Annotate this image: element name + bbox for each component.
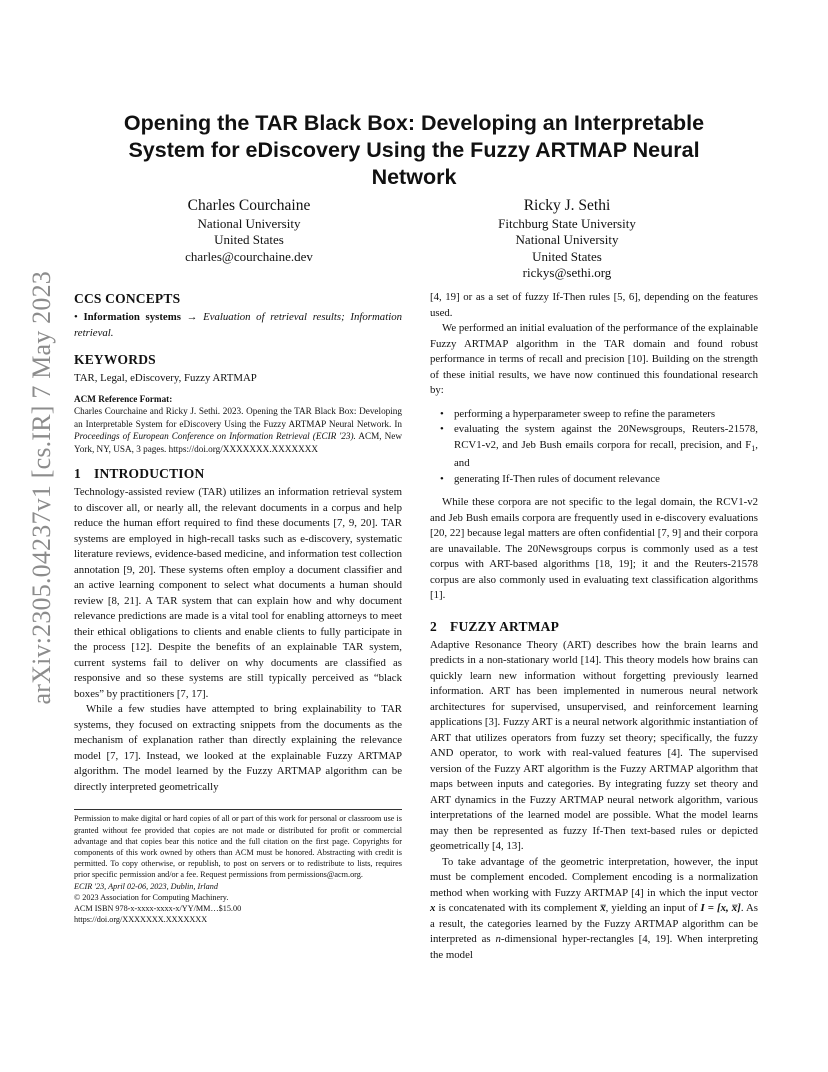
author-email: rickys@sethi.org [522,264,612,280]
author-country: United States [214,232,284,248]
contribution-list [430,407,758,488]
keywords-heading: KEYWORDS [74,352,156,367]
isbn-line: ACM ISBN 978-x-xxxx-xxxx-x/YY/MM…$15.00 [74,904,242,914]
author-affiliation: Fitchburg State University [498,216,636,231]
fuzzy-artmap-paragraph-2: To take advantage of the geometric interpretation, however, the input must be complement encoded. Complement encoding is a normalization method when working with Fuzzy ARTMAP [4] in which the input vector x is concatenated with its complement x̅, yielding an input of I = [x, x̅]. As a result, the categories learned by the Fuzzy ARTMAP algorithm can be interpreted as n-dimensional hyper-rectangles [4, 19]. When interpreting the model [430,855,758,961]
section-heading-fuzzy-artmap: 2 FUZZY ARTMAP [430,618,560,634]
acm-reference [74,393,402,456]
author-block-2 [467,196,667,281]
fuzzy-artmap-paragraph-1: Adaptive Resonance Theory (ART) describes how the brain learns and predicts in a non-stationary world [14]. This theory models how brains can quickly learn new information without forgetting previously learned information. ART has been implemented in numerous neural network architectures for supervised, unsupervised, and reinforcement learning applications [3]. Fuzzy ART is a neural network algorithmic instantiation of ART that utilizes operators from fuzzy set theory; specifically, the fuzzy AND operator, to work with real-valued features [4]. The supervised version of the Fuzzy ART algorithm is the Fuzzy ARTMAP algorithm that maps between inputs and categories. By integrating fuzzy set theory and ART dynamics in the Fuzzy ARTMAP neural network algorithm, various interpretations of the learned model are possible. What the model learns may then be represented as fuzzy If-Then text-based rules or depicted geometrically [4, 13]. [430,638,758,853]
list-item: • evaluating the system against the 20Newsgroups, Reuters-21578, RCV1-v2, and Jeb Bush emails corpora for recall, precision, and $F_1$, and [430,422,758,472]
author-name: Charles Courchaine [187,197,311,214]
intro-paragraph-1: Technology-assisted review (TAR) utilizes an information retrieval system to discover all, or nearly all, the relevant documents in a corpus and help reduce the human effort required to find these documents [7, 9, 20]. TAR systems are employed in high-recall tasks such as e-discovery, systematic literature reviews, evidence-based medicine, and information test collection annotation [9, 20]. These systems often employ a document classifier and an active learning component to select what documents a human should review [8, 21]. A TAR system that can explain how and why document relevance predictions are made is a vital tool for enabling attorneys to meet their ethical obligations to clients and enable clients to fully participate in the process [12]. Despite the benefits of an explainable TAR system, current systems fail to deliver on why documents are classified as responsive and so these systems are still typically perceived as “black boxes” by practitioners [7, 17]. [74,486,402,700]
ccs-heading: CCS CONCEPTS [74,291,181,306]
right-paragraph-3: While these corpora are not specific to the legal domain, the RCV1-v2 and Jeb Bush emails corpora are frequently used in e-discovery evaluations [20, 22] because legal matters are often confidential [7, 9] and their corpora are unavailable. The 20Newsgroups corpus is commonly used as a test corpus with ART-based algorithms [18, 19]; it and the Reuters-21578 corpus are also commonly used in evaluating text classification algorithms [1]. [430,496,758,602]
intro-paragraph-2: While a few studies have attempted to bring explainability to TAR systems, they focused on extracting snippets from the documents as the mechanism of explanation rather than directly explaining the relevance model [7, 17]. Instead, we looked at the explainable Fuzzy ARTMAP algorithm. The model learned by the Fuzzy ARTMAP algorithm can be directly interpreted geometrically [74,703,402,793]
permission-footnote [74,813,402,925]
ccs-concepts: • Information systems → Evaluation of retrieval results; Information retrieval. [74,311,402,339]
paper-title: Opening the TAR Black Box: Developing an Interpretable System for eDiscovery Using the Fuzzy ARTMAP Neural Network [123,111,705,189]
author-name: Ricky J. Sethi [523,197,611,214]
acm-reference-label: ACM Reference Format: [74,393,173,404]
acm-reference-text: Charles Courchaine and Ricky J. Sethi. 2023. Opening the TAR Black Box: Developing an Interpretable System for eDiscovery Using the Fuzzy ARTMAP Neural Network. In Proceedings of European Conference on Information Retrieval (ECIR '23). ACM, New York, NY, USA, 3 pages. https://doi.org/XXXXXXX.XXXXXXX [74,406,402,454]
list-item: • performing a hyperparameter sweep to refine the parameters [430,407,758,423]
footnote-rule [74,809,402,810]
keywords: TAR, Legal, eDiscovery, Fuzzy ARTMAP [74,372,257,384]
copyright-line: © 2023 Association for Computing Machinery. [74,892,229,902]
left-column [74,290,402,926]
permission-text: Permission to make digital or hard copies of all or part of this work for personal or classroom use is granted without fee provided that copies are not made or distributed for profit or commercial advantage and that copies bear this notice and the full citation on the first page. Copyrights for components of this work owned by others than ACM must be honored. Abstracting with credit is permitted. To copy otherwise, or republish, to post on servers or to redistribute to lists, requires prior specific permission and/or a fee. Request permissions from permissions@acm.org. [74,814,402,880]
right-column [430,290,758,963]
arxiv-stamp [22,271,62,705]
author-block-1 [149,196,349,265]
author-affiliation-2: National University [515,232,619,248]
right-paragraph-2: We performed an initial evaluation of the performance of the explainable Fuzzy ARTMAP algorithm in the TAR domain and found robust performance in terms of recall and precision [10]. Building on the strength of these initial results, we have now continued this foundational research by: [430,322,758,396]
author-email: charles@courchaine.dev [185,248,313,264]
right-paragraph-1: [4, 19] or as a set of fuzzy If-Then rules [5, 6], depending on the features used. [430,291,758,319]
doi-line: https://doi.org/XXXXXXX.XXXXXXX [74,915,208,925]
conference-line: ECIR '23, April 02-06, 2023, Dublin, Irland [74,881,218,891]
author-country: United States [532,248,602,264]
author-affiliation: National University [197,216,301,231]
list-item: • generating If-Then rules of document relevance [430,472,758,488]
section-heading-introduction: 1 INTRODUCTION [74,466,205,482]
arxiv-stamp-text: arXiv:2305.04237v1 [cs.IR] 7 May 2023 [27,271,56,705]
